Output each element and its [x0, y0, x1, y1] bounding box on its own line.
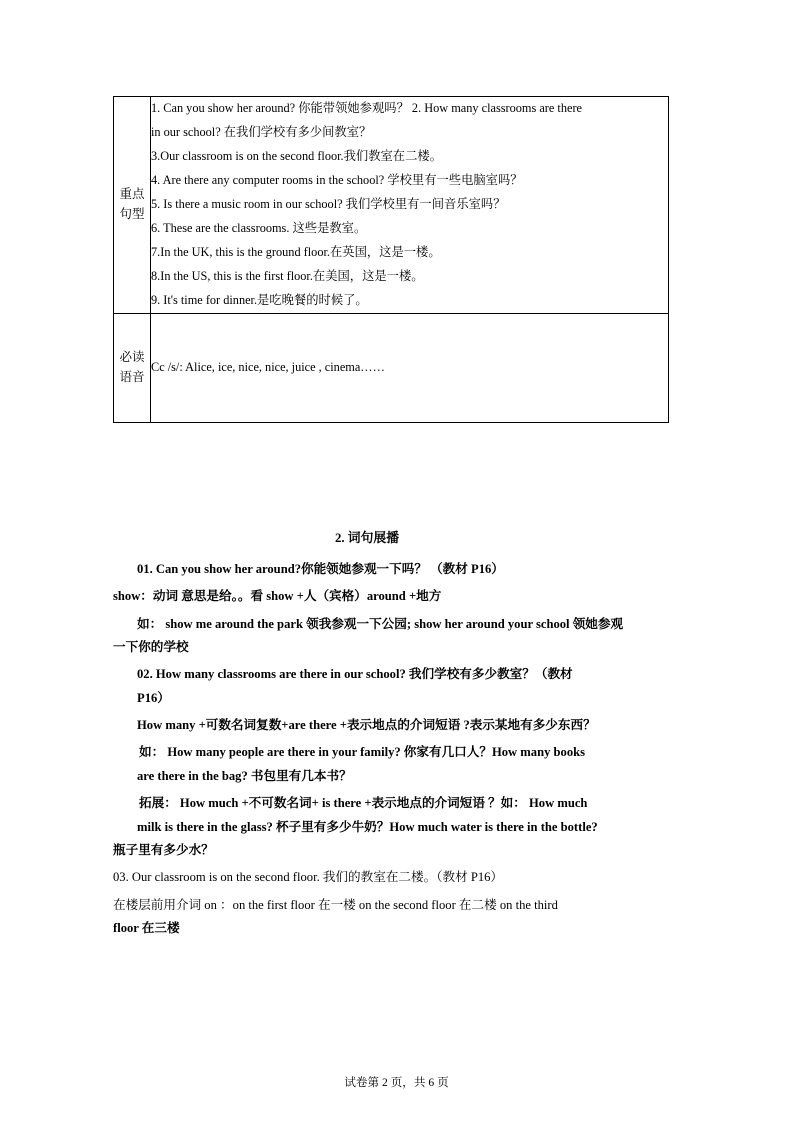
item-03-rule: 在楼层前用介词 on ：on the first floor 在一楼 on the second floor 在二楼 on the third	[113, 897, 558, 912]
row-label-text: 重点句型	[119, 187, 145, 221]
sentence-line: 6. These are the classrooms. 这些是教室。	[151, 220, 367, 235]
item-02-example-cont: are there in the bag? 书包里有几本书？	[137, 768, 352, 783]
item-03-rule-cont: floor 在三楼	[113, 921, 180, 936]
table-row	[114, 313, 669, 422]
row-label-pronunciation	[114, 313, 151, 422]
item-02-extend-cont: milk is there in the glass? 杯子里有多少牛奶？How much water is there in the bottle?	[137, 819, 598, 834]
sentence-line: 1. Can you show her around? 你能带领她参观吗？ 2. How many classrooms are there	[151, 101, 582, 115]
item-02-extend: 拓展： How much +不可数名词+ is there +表示地点的介词短语 ？如： How much	[139, 796, 588, 811]
pronunciation-line: Cc /s/: Alice, ice, nice, nice, juice , cinema……	[151, 360, 385, 375]
row-content-pronunciation	[151, 313, 669, 422]
item-01-example-cont: 一下你的学校	[113, 639, 189, 654]
table-row	[114, 97, 669, 314]
sentence-line: 8.In the US, this is the first floor.在美国，这是一楼。	[151, 268, 424, 283]
sentence-line: 4. Are there any computer rooms in the school? 学校里有一些电脑室吗？	[151, 172, 523, 187]
word-sentence-section	[113, 528, 681, 946]
row-content-key-sentences	[151, 97, 669, 314]
sentence-line: 3.Our classroom is on the second floor.我们教室在二楼。	[151, 148, 442, 163]
item-03-heading: 03. Our classroom is on the second floor. 我们的教室在二楼。（教材 P16）	[113, 870, 504, 885]
key-points-table	[113, 96, 669, 423]
item-01-heading: 01. Can you show her around?你能领她参观一下吗？ （教材 P16）	[137, 561, 504, 576]
item-02-extend-cont2: 瓶子里有多少水？	[113, 843, 214, 858]
item-01-example: 如： show me around the park 领我参观一下公园; show her around your school 领她参观	[137, 616, 624, 631]
item-01-rule: show：动词 意思是给。。看 show +人（宾格）around +地方	[113, 589, 442, 604]
item-02-heading: 02. How many classrooms are there in our school? 我们学校有多少教室？（教材	[137, 667, 573, 682]
item-02-rule: How many +可数名词复数+are there +表示地点的介词短语 ?表示某地有多少东西？	[137, 718, 596, 733]
page-footer: 试卷第 2 页，共 6 页	[344, 1076, 449, 1089]
sentence-line: in our school? 在我们学校有多少间教室？	[151, 124, 372, 139]
row-label-key-sentences	[114, 97, 151, 314]
sentence-line: 9. It's time for dinner.是吃晚餐的时候了。	[151, 292, 368, 307]
sentence-line: 5. Is there a music room in our school? 我们学校里有一间音乐室吗？	[151, 196, 506, 211]
row-label-text: 必读语音	[119, 350, 145, 384]
item-02-heading-cont: P16）	[137, 690, 170, 705]
section-title: 2. 词句展播	[335, 531, 399, 545]
sentence-line: 7.In the UK, this is the ground floor.在英国，这是一楼。	[151, 244, 441, 259]
item-02-example: 如： How many people are there in your family? 你家有几口人？How many books	[139, 745, 586, 760]
